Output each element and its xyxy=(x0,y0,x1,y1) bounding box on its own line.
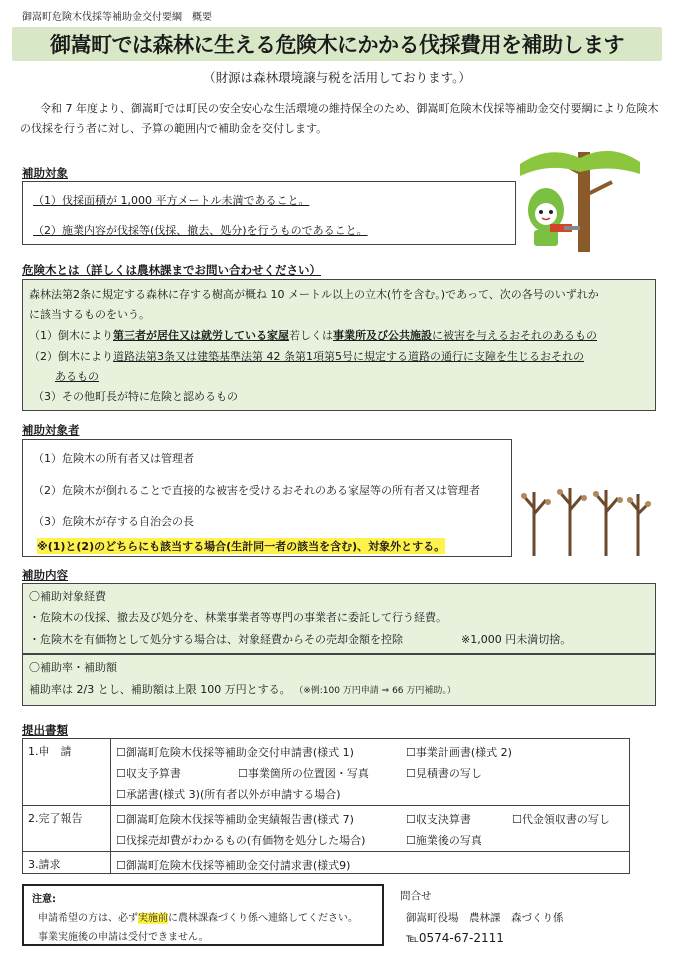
documents-table xyxy=(22,738,630,874)
exclusion-note: ※(1)と(2)のどちらにも該当する場合(生計同一者の該当を含む)、対象外とする。 xyxy=(37,540,446,553)
subsidy-target-item: （2）施業内容が伐採等(伐採、撤去、処分)を行うものであること。 xyxy=(33,224,368,237)
rate-heading: 〇補助率・補助額 xyxy=(29,661,117,674)
notice-line-1: 申請希望の方は、必ず実施前に農林課森づくり係へ連絡してください。 xyxy=(38,913,358,924)
intro-paragraph: 令和 7 年度より、御嵩町では町民の安全安心な生活環境の維持保全のため、御嵩町危険木伐採等補助金交付要綱により危険木の伐採を行う者に対し、予算の範囲内で補助金を交付します。 xyxy=(20,102,659,135)
page-title: 御嵩町では森林に生える危険木にかかる伐採費用を補助します xyxy=(12,27,662,61)
doc-line xyxy=(116,763,629,784)
doc-item: ☐収支予算書 xyxy=(116,767,181,780)
rate-example: （※例:100 万円申請 ⇒ 66 万円補助。） xyxy=(298,686,456,696)
notice-line-2: 事業実施後の申請は受付できません。 xyxy=(38,932,209,943)
doc-row-label: 3.請求 xyxy=(23,852,111,874)
doc-line xyxy=(116,830,629,851)
section-title-content: 補助内容 xyxy=(22,568,68,582)
doc-item: ☐承諾書(様式 3)(所有者以外が申請する場合) xyxy=(116,788,341,801)
doc-item: ☐伐採売却費がわかるもの(有価物を処分した場合) xyxy=(116,834,366,847)
eligible-person-item: （1）危険木の所有者又は管理者 xyxy=(33,452,194,465)
doc-item: ☐事業箇所の位置図・写真 xyxy=(238,767,369,780)
eligible-person-item: （3）危険木が存する自治会の長 xyxy=(33,515,194,528)
mascot-tree-illustration xyxy=(520,144,640,254)
danger-tree-definition-cont: に該当するものをいう。 xyxy=(29,308,150,321)
doc-row-label: 2.完了報告 xyxy=(23,806,111,852)
doc-item: ☐代金領収書の写し xyxy=(512,813,610,826)
doc-item: ☐施業後の写真 xyxy=(406,834,482,847)
danger-tree-item-3: （3）その他町長が特に危険と認めるもの xyxy=(33,390,238,403)
subsidy-target-box xyxy=(22,181,516,245)
eligible-persons-box xyxy=(22,439,512,557)
section-title-eligible-persons: 補助対象者 xyxy=(22,423,80,437)
danger-tree-item-2: （2）倒木により道路法第3条又は建築基準法第 42 条第1項第5号に規定する道路の通行に支障を生じるおそれの xyxy=(29,350,584,363)
expense-item-1: ・危険木の伐採、撤去及び処分を、林業事業者等専門の事業者に委託して行う経費。 xyxy=(29,611,447,624)
doc-line xyxy=(116,809,629,830)
doc-item: ☐御嵩町危険木伐採等補助金交付申請書(様式 1) xyxy=(116,746,354,759)
contact-phone: ℡0574-67-2111 xyxy=(406,931,504,945)
contact-heading: 問合せ xyxy=(400,890,432,902)
dead-trees-illustration xyxy=(514,478,654,558)
section-title-documents: 提出書類 xyxy=(22,723,68,737)
doc-item: ☐事業計画書(様式 2) xyxy=(406,746,512,759)
doc-line xyxy=(116,784,629,805)
table-row xyxy=(23,806,630,852)
funding-note: （財源は森林環境譲与税を活用しております。） xyxy=(203,70,471,85)
section-title-danger-tree: 危険木とは（詳しくは農林課までお問い合わせください） xyxy=(22,263,321,277)
doc-item: ☐見積書の写し xyxy=(406,767,482,780)
expense-item-2: ・危険木を有価物として処分する場合は、対象経費からその売却金額を控除 xyxy=(29,633,403,646)
table-row xyxy=(23,852,630,874)
doc-row-label: 1.申 請 xyxy=(23,739,111,806)
section-title-subsidy-target: 補助対象 xyxy=(22,166,68,180)
table-row xyxy=(23,739,630,806)
doc-item: ☐御嵩町危険木伐採等補助金交付請求書(様式9) xyxy=(116,859,351,872)
danger-tree-item-2-cont: あるもの xyxy=(55,370,99,383)
danger-tree-box xyxy=(22,279,656,411)
notice-box xyxy=(22,884,384,946)
danger-tree-definition: 森林法第2条に規定する森林に存する樹高が概ね 10 メートル以上の立木(竹を含む。)であって、次の各号のいずれか xyxy=(29,288,599,301)
doc-item: ☐御嵩町危険木伐採等補助金実績報告書(様式 7) xyxy=(116,813,354,826)
document-label: 御嵩町危険木伐採等補助金交付要綱 概要 xyxy=(22,12,212,23)
doc-line xyxy=(116,855,629,873)
expense-box xyxy=(22,583,656,654)
doc-item: ☐収支決算書 xyxy=(406,813,471,826)
rate-box xyxy=(22,654,656,706)
contact-office: 御嵩町役場 農林課 森づくり係 xyxy=(406,912,564,924)
eligible-person-item: （2）危険木が倒れることで直接的な被害を受けるおそれのある家屋等の所有者又は管理者 xyxy=(33,484,480,497)
danger-tree-item-1: （1）倒木により第三者が居住又は就労している家屋若しくは事業所及び公共施設に被害を与えるおそれのあるもの xyxy=(29,329,597,342)
rounding-note: ※1,000 円未満切捨。 xyxy=(461,633,572,646)
rate-text: 補助率は 2/3 とし、補助額は上限 100 万円とする。 （※例:100 万円申請 ⇒ 66 万円補助。） xyxy=(29,683,456,696)
expense-heading: 〇補助対象経費 xyxy=(29,590,106,603)
subsidy-target-item: （1）伐採面積が 1,000 平方メートル未満であること。 xyxy=(33,194,310,207)
notice-heading: 注意: xyxy=(32,894,56,905)
doc-line xyxy=(116,742,629,763)
